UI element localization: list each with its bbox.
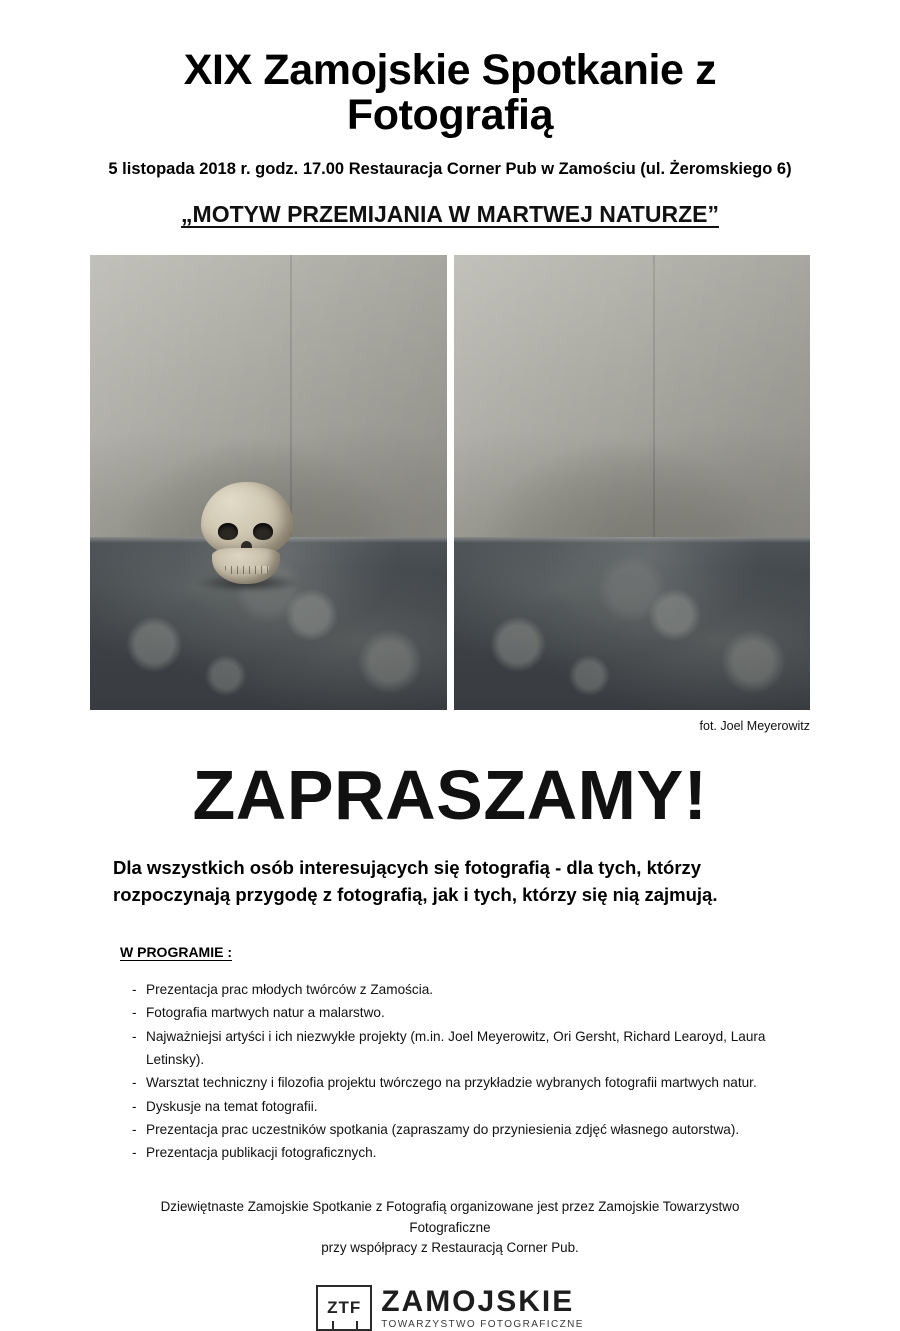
list-item: - Prezentacja prac młodych twórców z Zamościa. [132, 978, 810, 1001]
list-item: - Dyskusje na temat fotografii. [132, 1095, 810, 1118]
closing-text [90, 1165, 810, 1259]
photo-left-skull [90, 255, 447, 710]
event-theme: „MOTYW PRZEMIJANIA W MARTWEJ NATURZE” [181, 201, 719, 228]
call-to-action: ZAPRASZAMY! [192, 756, 708, 835]
list-item: - Fotografia martwych natur a malarstwo. [132, 1001, 810, 1024]
page-title: XIX Zamojskie Spotkanie z Fotografią [183, 46, 717, 140]
photo-pair [90, 255, 810, 710]
closing-line-1: Dziewiętnaste Zamojskie Spotkanie z Fotografią organizowane jest przez Zamojskie Towarzystwo Fotograficzne [160, 1198, 740, 1235]
table-texture [454, 537, 811, 710]
photo-right-empty-table [454, 255, 811, 710]
skull-icon [201, 482, 293, 587]
ztf-logo-icon [316, 1285, 372, 1331]
list-item: - Prezentacja prac uczestników spotkania (zapraszamy do przyniesienia zdjęć własnego autorstwa). [132, 1118, 810, 1141]
list-item: - Prezentacja publikacji fotograficznych. [132, 1141, 810, 1164]
logo-sub-text: TOWARZYSTWO FOTOGRAFICZNE [381, 1318, 584, 1330]
lead-paragraph: Dla wszystkich osób interesujących się fotografią - dla tych, którzy rozpoczynają przygodę z fotografią, jak i tych, którzy się nią zajmują. [113, 857, 718, 905]
program-list [90, 960, 810, 1165]
logo-text-block [381, 1284, 584, 1330]
closing-line-2: przy współpracy z Restauracją Corner Pub. [321, 1240, 579, 1256]
photo-table [454, 537, 811, 710]
photo-credit: fot. Joel Meyerowitz [699, 719, 810, 734]
list-item: - Najważniejsi artyści i ich niezwykłe projekty (m.in. Joel Meyerowitz, Ori Gersht, Richard Learoyd, Laura Letinsky). [132, 1025, 810, 1072]
event-details: 5 listopada 2018 r. godz. 17.00 Restauracja Corner Pub w Zamościu (ul. Żeromskiego 6) [108, 160, 792, 179]
ztf-logo-mark-text: ZTF [327, 1298, 362, 1318]
logo-main-text: ZAMOJSKIE [381, 1287, 584, 1317]
organizer-logo [90, 1259, 810, 1331]
list-item: - Warsztat techniczny i filozofia projektu twórczego na przykładzie wybranych fotografii martwych natur. [132, 1071, 810, 1094]
program-heading: W PROGRAMIE : [120, 943, 232, 960]
wall-grime [454, 410, 811, 537]
photo-wall [454, 255, 811, 537]
